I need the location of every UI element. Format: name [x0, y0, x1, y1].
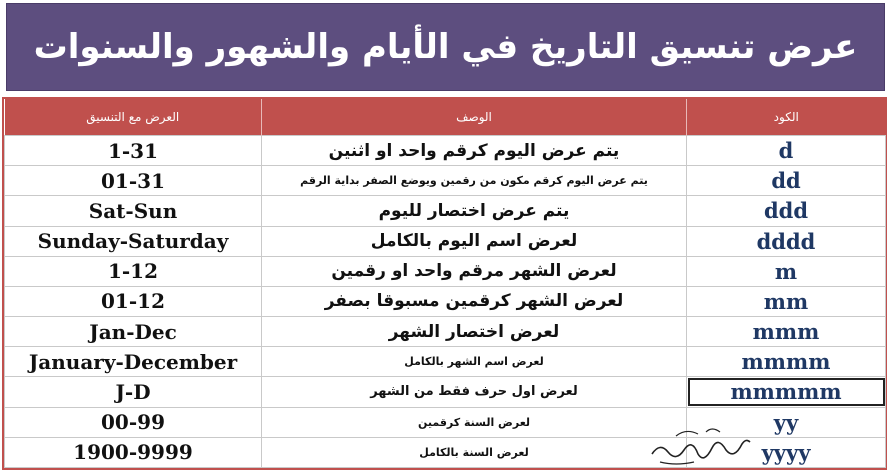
- code-cell[interactable]: dd: [687, 166, 886, 196]
- table-row: [5, 377, 886, 407]
- table-row: [5, 226, 886, 256]
- code-cell[interactable]: m: [687, 256, 886, 286]
- table-row: [5, 286, 886, 316]
- description-cell[interactable]: لعرض اسم الشهر بالكامل: [262, 347, 687, 377]
- table-row: [5, 136, 886, 166]
- code-cell[interactable]: yy: [687, 407, 886, 437]
- table-row: [5, 317, 886, 347]
- format-cell[interactable]: J-D: [5, 377, 262, 407]
- code-cell[interactable]: yyyy: [687, 437, 886, 467]
- code-cell[interactable]: dddd: [687, 226, 886, 256]
- description-cell[interactable]: يتم عرض اليوم كرقم واحد او اثنين: [262, 136, 687, 166]
- code-cell[interactable]: mmmm: [687, 347, 886, 377]
- format-cell[interactable]: 01-31: [5, 166, 262, 196]
- description-cell[interactable]: لعرض الشهر كرقمين مسبوقا بصفر: [262, 286, 687, 316]
- header-code[interactable]: الكود: [687, 99, 886, 136]
- date-format-table: [2, 97, 887, 470]
- header-format[interactable]: العرض مع التنسيق: [5, 99, 262, 136]
- table-header-row: [5, 99, 886, 136]
- format-cell[interactable]: 1-31: [5, 136, 262, 166]
- table-row: [5, 347, 886, 377]
- code-cell[interactable]: mm: [687, 286, 886, 316]
- description-cell[interactable]: يتم عرض اليوم كرقم مكون من رقمين ويوضع الصفر بداية الرقم: [262, 166, 687, 196]
- format-cell[interactable]: Jan-Dec: [5, 317, 262, 347]
- title-banner: [6, 3, 885, 91]
- page-title: عرض تنسيق التاريخ في الأيام والشهور والسنوات: [33, 27, 858, 67]
- format-cell[interactable]: 1900-9999: [5, 437, 262, 467]
- format-cell[interactable]: 1-12: [5, 256, 262, 286]
- description-cell[interactable]: لعرض اول حرف فقط من الشهر: [262, 377, 687, 407]
- code-cell[interactable]: ddd: [687, 196, 886, 226]
- code-cell-selected[interactable]: mmmmm: [687, 377, 886, 407]
- description-cell[interactable]: لعرض اسم اليوم بالكامل: [262, 226, 687, 256]
- format-cell[interactable]: Sat-Sun: [5, 196, 262, 226]
- table-row: [5, 166, 886, 196]
- description-cell[interactable]: لعرض السنة كرقمين: [262, 407, 687, 437]
- format-cell[interactable]: January-December: [5, 347, 262, 377]
- header-description[interactable]: الوصف: [262, 99, 687, 136]
- format-cell[interactable]: 01-12: [5, 286, 262, 316]
- table-row: [5, 437, 886, 467]
- description-cell[interactable]: لعرض اختصار الشهر: [262, 317, 687, 347]
- table-row: [5, 196, 886, 226]
- table-row: [5, 407, 886, 437]
- format-cell[interactable]: 00-99: [5, 407, 262, 437]
- code-cell[interactable]: mmm: [687, 317, 886, 347]
- table-row: [5, 256, 886, 286]
- description-cell[interactable]: لعرض الشهر مرقم واحد او رقمين: [262, 256, 687, 286]
- code-cell[interactable]: d: [687, 136, 886, 166]
- format-cell[interactable]: Sunday-Saturday: [5, 226, 262, 256]
- description-cell[interactable]: يتم عرض اختصار لليوم: [262, 196, 687, 226]
- description-cell[interactable]: لعرض السنة بالكامل: [262, 437, 687, 467]
